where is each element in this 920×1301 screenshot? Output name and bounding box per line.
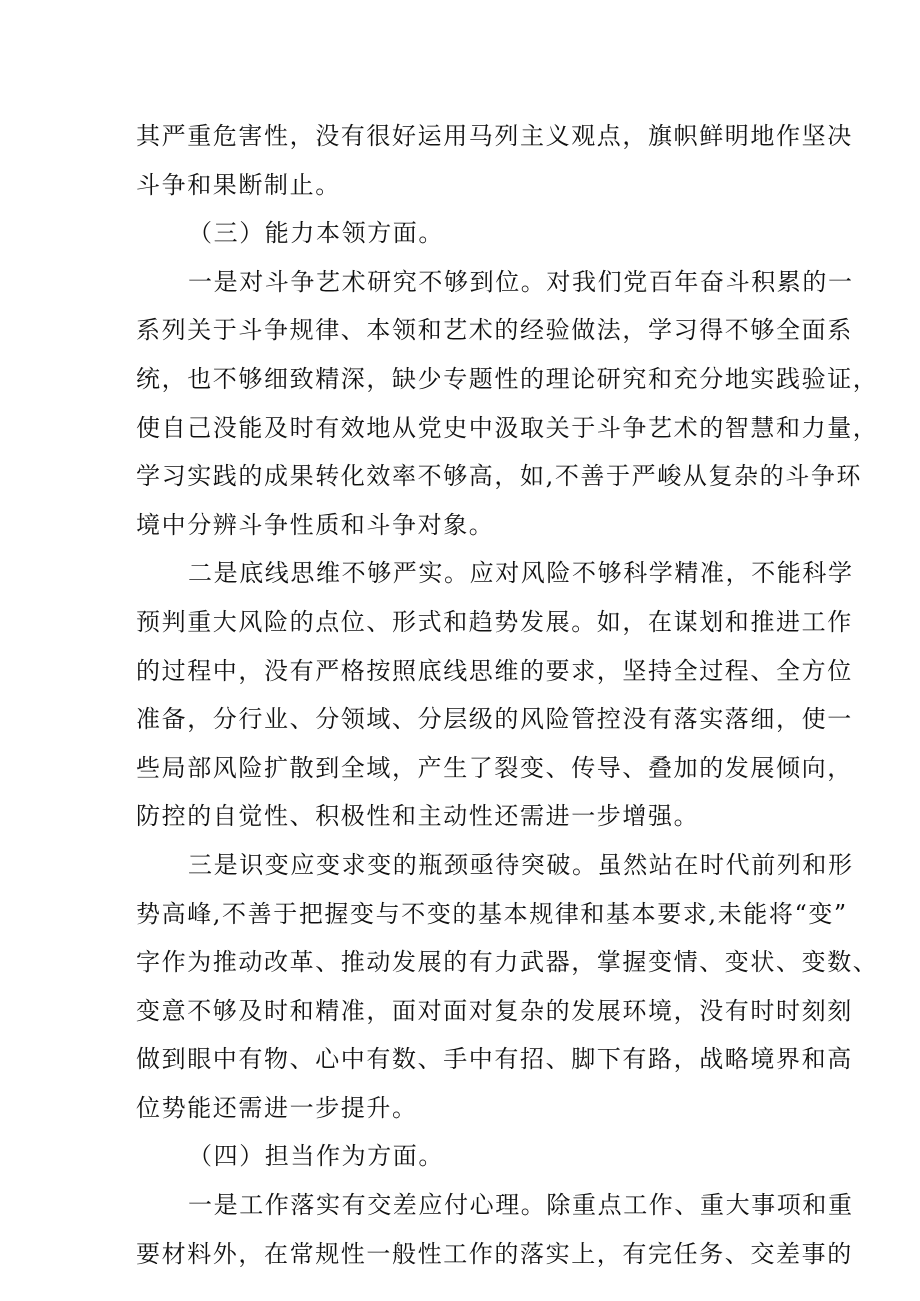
text-line: 做到眼中有物、心中有数、手中有招、脚下有路，战略境界和高 (136, 1045, 853, 1074)
text-line: 斗争和果断制止。 (136, 170, 341, 199)
text-line: 使自己没能及时有效地从党史中汲取关于斗争艺术的智慧和力量， (136, 413, 879, 442)
text-line: 二是底线思维不够严实。应对风险不够科学精准，不能科学 (188, 559, 854, 588)
text-line: 一是对斗争艺术研究不够到位。对我们党百年奋斗积累的一 (188, 267, 854, 296)
paragraph-continuation (136, 112, 853, 209)
paragraph-struggle-art (136, 258, 879, 550)
paragraph-adapt-change (136, 841, 879, 1133)
text-line: 防控的自觉性、积极性和主动性还需进一步增强。 (136, 802, 700, 831)
text-line: 位势能还需进一步提升。 (136, 1093, 418, 1122)
text-line: 系列关于斗争规律、本领和艺术的经验做法，学习得不够全面系 (136, 316, 853, 345)
paragraph-work-implementation (136, 1181, 854, 1278)
text-line: 学习实践的成果转化效率不够高，如,不善于严峻从复杂的斗争环 (136, 462, 863, 491)
section-heading-ability: （三）能力本领方面。 (188, 219, 444, 248)
text-line: 一是工作落实有交差应付心理。除重点工作、重大事项和重 (188, 1191, 854, 1220)
text-line: 势高峰,不善于把握变与不变的基本规律和基本要求,未能将“变” (136, 899, 848, 928)
text-line: 字作为推动改革、推动发展的有力武器，掌握变情、变状、变数、 (136, 948, 879, 977)
text-line: 变意不够及时和精准，面对面对复杂的发展环境，没有时时刻刻 (136, 996, 853, 1025)
text-line: 其严重危害性，没有很好运用马列主义观点，旗帜鲜明地作坚决 (136, 122, 853, 150)
text-line: 境中分辨斗争性质和斗争对象。 (136, 510, 495, 539)
document-body (136, 112, 879, 1278)
text-line: 准备，分行业、分领域、分层级的风险管控没有落实落细，使一 (136, 705, 853, 734)
text-line: 些局部风险扩散到全域，产生了裂变、传导、叠加的发展倾向， (136, 753, 853, 782)
text-line: 三是识变应变求变的瓶颈亟待突破。虽然站在时代前列和形 (188, 850, 854, 879)
section-heading-responsibility: （四）担当作为方面。 (188, 1142, 444, 1171)
text-line: 要材料外，在常规性一般性工作的落实上，有完任务、交差事的 (136, 1239, 853, 1268)
text-line: 预判重大风险的点位、形式和趋势发展。如，在谋划和推进工作 (136, 607, 853, 636)
paragraph-bottom-line (136, 549, 854, 841)
text-line: 统，也不够细致精深，缺少专题性的理论研究和充分地实践验证， (136, 364, 879, 393)
text-line: 的过程中，没有严格按照底线思维的要求，坚持全过程、全方位 (136, 656, 853, 685)
